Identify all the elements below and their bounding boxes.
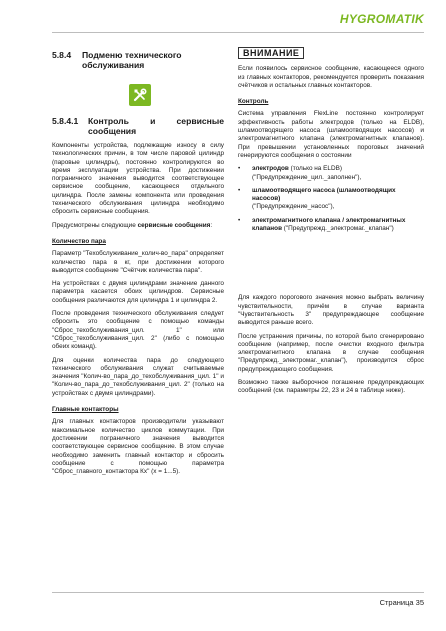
steam-amount-heading: Количество пара <box>52 237 106 245</box>
intro-paragraph: Компоненты устройства, подлежащие износу в силу технологических причин, в том числе паровой цилиндр (паровые цилиндры), постоянно контролируются во время эксплуатации устройства. При достижении пограничного значения выводится соответствующее сервисное сообщение, касающееся отдельного цилиндра. После замены компонента или проведения технического обслуживания цилиндра необходимо сбросить сервисные сообщения. <box>52 142 224 216</box>
page-number: Страница 35 <box>379 598 424 607</box>
list-item: • электромагнитного клапана / электромагнитных клапанов ("Предупрежд._электромаг._клапан") <box>238 217 424 234</box>
main-contactors-heading: Главные контакторы <box>52 406 119 414</box>
contactors-paragraph: Для главных контакторов производители указывают максимальное количество циклов коммутации. При достижении пограничного значения выводится соответствующее сервисное сообщение. В этом случае необходимо заменить главный контактор и сбросить сообщение с помощью параметра "Сброс_главного_контактора Кх" (х = 1...5). <box>52 418 224 476</box>
reset-paragraph: После устранения причины, по которой было сгенерировано сообщение (например, после очистки входного фильтра электромагнитного клапана в случае сообщения "Предупрежд._электромаг._клапан"), производится сброс предупреждающего сообщения. <box>238 332 424 373</box>
footer-rule <box>52 592 424 593</box>
suppression-paragraph: Возможно также выборочное погашение предупреждающих сообщений (см. параметры 22, 23 и 24 в таблице ниже). <box>238 379 424 395</box>
subsection-title: Контроль и сервисные сообщения <box>88 116 224 136</box>
section-number: 5.8.4 <box>52 50 72 60</box>
steam-paragraph-4: Для оценки количества пара до следующего технического обслуживания служат считываемые значения "Колич-во_пара_до_техобслуживания_цил. 1" и "Колич-во_пара_до_техобслуживания_цил. 2" (только на устройствах с двумя цилиндрами). <box>52 356 224 397</box>
steam-paragraph-1: Параметр "Техобслуживание_колич-во_пара" определяет количество пара в кг, при достижении которого выводится сообщение "Счётчик количества пара". <box>52 250 225 274</box>
steam-paragraph-2: На устройствах с двумя цилиндрами значение данного параметра касается обоих цилиндров. Сервисные сообщения различаются для цилиндра 1 и цилиндра 2. <box>52 280 224 304</box>
left-column <box>52 44 224 481</box>
notice-text: Если появилось сервисное сообщение, касающееся одного из главных контакторов, рекомендуется проверить показания счётчиков и остальных главных контакторов. <box>238 65 424 89</box>
section-title: Подменю технического обслуживания <box>82 50 182 70</box>
subsection-heading <box>52 116 224 136</box>
messages-intro: Предусмотрены следующие сервисные сообщения: <box>52 221 213 229</box>
notice-label: ВНИМАНИЕ <box>238 47 304 59</box>
steam-paragraph-3: После проведения технического обслуживания следует сбросить это сообщение с помощью команды "Сброс_техобслуживания_цил. 1" или "Сброс_техобслуживания_цил. 2" (либо с помощью обеих команд). <box>52 310 224 351</box>
subsection-number: 5.8.4.1 <box>52 116 79 126</box>
hygromatik-logo: HYGROMATIK <box>339 12 424 26</box>
control-heading: Контроль <box>238 98 269 106</box>
list-item: • электродов (только на ELDB) ("Предупреждение_цил._заполнен"), <box>238 165 424 182</box>
header-rule <box>52 32 424 33</box>
wrench-screwdriver-icon <box>129 84 151 106</box>
sensitivity-paragraph: Для каждого порогового значения можно выбрать величину чувствительности, причём в случае варианта "Чувствительность 3" предупреждающее сообщение выводится раньше всего. <box>238 294 424 327</box>
control-paragraph: Система управления FlexLine постоянно контролирует эффективность работы электродов (только на ELDB), шламоотводящего насоса (шламоотводящих насосов) и электромагнитного клапана (электромагнитных клапанов). При превышении установленных пороговых значений генерируются сообщения о состоянии <box>238 110 424 159</box>
list-item: • шламоотводящего насоса (шламоотводящих насосов) ("Предупреждение_насос"), <box>238 187 424 212</box>
right-column <box>238 44 424 401</box>
status-message-list <box>238 165 424 233</box>
section-heading <box>52 50 224 70</box>
